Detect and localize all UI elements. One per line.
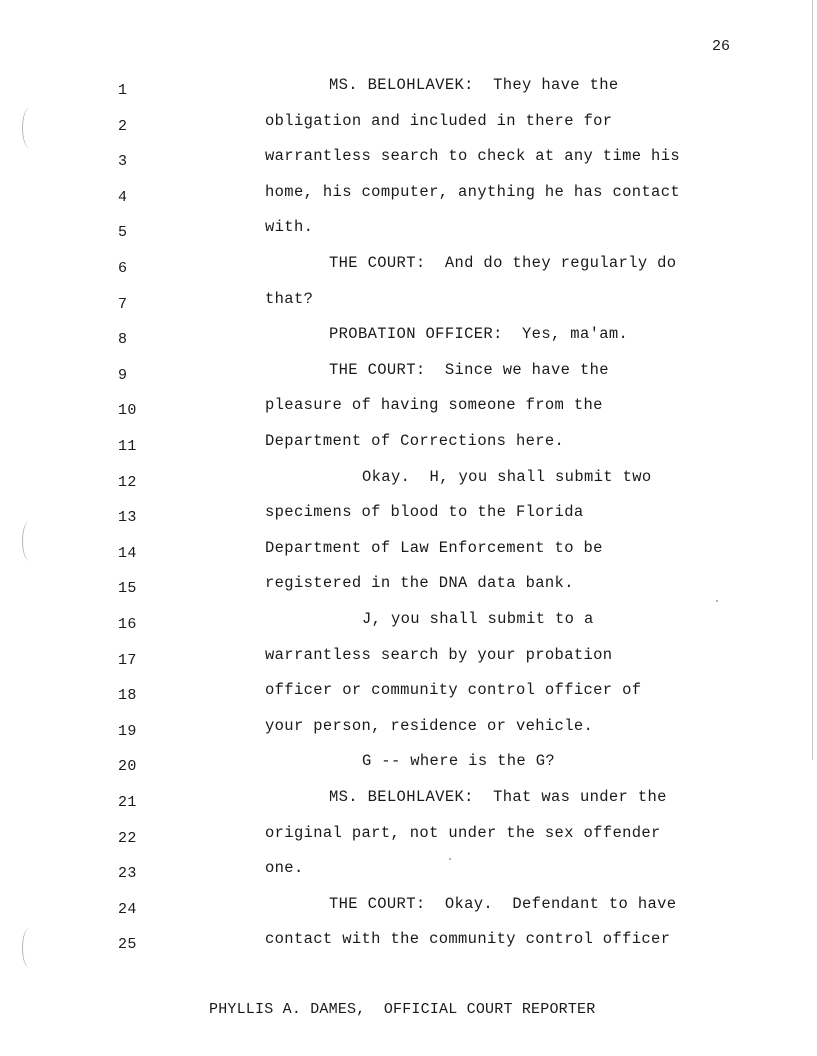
line-text: one. (265, 859, 304, 878)
line-text: MS. BELOHLAVEK: That was under the (329, 788, 667, 806)
transcript-line (0, 752, 817, 788)
line-text: officer or community control officer of (265, 681, 642, 700)
line-text: that? (265, 289, 314, 308)
line-number: 5 (118, 224, 128, 242)
transcript-line (0, 290, 817, 326)
line-text: G -- where is the G? (362, 752, 556, 771)
line-number: 4 (118, 188, 128, 206)
transcript-line (0, 895, 817, 931)
line-text: specimens of blood to the Florida (265, 503, 584, 522)
footer-reporter: PHYLLIS A. DAMES, OFFICIAL COURT REPORTER (209, 1001, 596, 1018)
line-number: 14 (118, 544, 137, 562)
transcript-line (0, 539, 817, 575)
line-text: warrantless search to check at any time his (265, 147, 681, 166)
transcript-line (0, 930, 817, 966)
transcript-line (0, 112, 817, 148)
line-text: home, his computer, anything he has contact (265, 182, 681, 201)
line-number: 15 (118, 580, 137, 598)
line-number: 23 (118, 865, 137, 883)
transcript-line (0, 361, 817, 397)
line-text: original part, not under the sex offender (265, 823, 661, 842)
transcript-line (0, 218, 817, 254)
line-number: 12 (118, 473, 137, 491)
transcript-line (0, 503, 817, 539)
transcript-line (0, 396, 817, 432)
line-text: registered in the DNA data bank. (265, 574, 574, 593)
line-number: 24 (118, 900, 137, 918)
line-number: 9 (118, 366, 128, 384)
line-number: 25 (118, 936, 137, 954)
line-text: pleasure of having someone from the (265, 396, 603, 415)
transcript-line (0, 824, 817, 860)
transcript-line (0, 254, 817, 290)
transcript-line (0, 468, 817, 504)
line-number: 19 (118, 722, 137, 740)
transcript-line (0, 574, 817, 610)
line-number: 11 (118, 438, 137, 455)
transcript-line (0, 183, 817, 219)
line-number: 18 (118, 687, 137, 705)
transcript-line (0, 788, 817, 824)
page-number: 26 (712, 38, 731, 55)
line-text: PROBATION OFFICER: Yes, ma'am. (329, 325, 629, 344)
line-number: 20 (118, 758, 137, 776)
line-number: 16 (118, 616, 137, 633)
line-number: 13 (118, 509, 137, 527)
line-text: warrantless search by your probation (265, 645, 613, 664)
transcript-line (0, 610, 817, 646)
transcript-line (0, 76, 817, 112)
line-text: MS. BELOHLAVEK: They have the (329, 76, 619, 94)
line-text: with. (265, 218, 314, 237)
line-text: THE COURT: Okay. Defendant to have (329, 894, 677, 913)
transcript-line (0, 859, 817, 895)
line-number: 3 (118, 153, 128, 171)
line-text: your person, residence or vehicle. (265, 716, 594, 735)
line-number: 7 (118, 295, 128, 313)
line-text: THE COURT: And do they regularly do (329, 254, 677, 272)
transcript-line (0, 147, 817, 183)
line-number: 10 (118, 402, 137, 420)
transcript-line (0, 432, 817, 468)
transcript-line (0, 325, 817, 361)
transcript-line (0, 646, 817, 682)
line-text: J, you shall submit to a (362, 610, 594, 628)
line-number: 6 (118, 260, 128, 277)
line-text: Department of Corrections here. (265, 432, 565, 450)
line-text: Department of Law Enforcement to be (265, 538, 603, 557)
transcript-line (0, 717, 817, 753)
line-number: 17 (118, 651, 137, 669)
line-text: THE COURT: Since we have the (329, 360, 609, 379)
line-number: 2 (118, 117, 128, 135)
line-number: 21 (118, 794, 137, 811)
line-text: obligation and included in there for (265, 111, 613, 130)
line-number: 8 (118, 331, 128, 349)
transcript-line (0, 681, 817, 717)
line-text: contact with the community control officer (265, 930, 671, 949)
line-number: 1 (118, 82, 128, 99)
line-number: 22 (118, 829, 137, 847)
line-text: Okay. H, you shall submit two (362, 467, 652, 486)
